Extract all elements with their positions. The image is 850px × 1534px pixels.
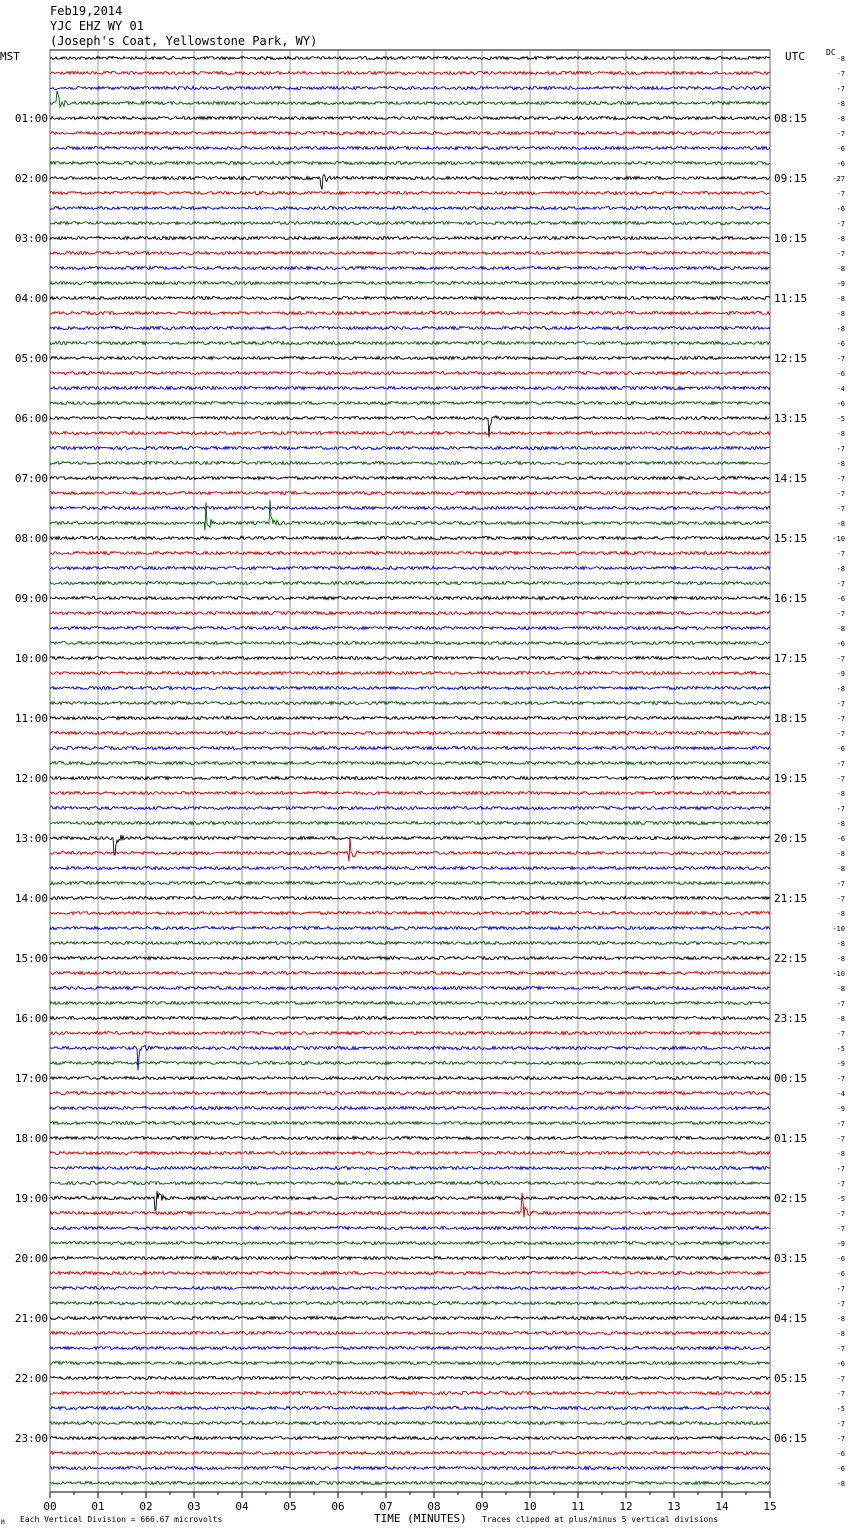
dc-offset-label: -7 xyxy=(836,1000,845,1008)
dc-offset-label: -6 xyxy=(836,1270,845,1278)
dc-offset-label: -7 xyxy=(836,1300,845,1308)
seismic-trace xyxy=(50,551,770,554)
seismic-trace xyxy=(50,1091,770,1094)
seismic-trace xyxy=(50,1076,770,1079)
x-tick-label: 08 xyxy=(427,1500,441,1513)
right-hour-label: 16:15 xyxy=(774,592,808,605)
header-location: (Joseph's Coat, Yellowstone Park, WY) xyxy=(50,34,318,48)
x-tick-label: 04 xyxy=(235,1500,249,1513)
left-hour-label: 03:00 xyxy=(14,232,48,245)
dc-offset-label: -9 xyxy=(836,1240,845,1248)
right-hour-label: 05:15 xyxy=(774,1372,808,1385)
left-hour-label: 12:00 xyxy=(14,772,48,785)
dc-offset-label: -8 xyxy=(836,460,845,468)
right-hour-label: 23:15 xyxy=(774,1012,808,1025)
dc-offset-label: -7 xyxy=(836,505,845,513)
left-hour-label: 15:00 xyxy=(14,952,48,965)
dc-offset-label: -7 xyxy=(836,220,845,228)
dc-offset-label: -6 xyxy=(836,835,845,843)
dc-offset-label: -6 xyxy=(836,1255,845,1263)
corner-mark: M xyxy=(1,1519,5,1526)
right-hour-label: 13:15 xyxy=(774,412,808,425)
dc-offset-label: -7 xyxy=(836,250,845,258)
dc-offset-label: -8 xyxy=(836,115,845,123)
seismic-trace xyxy=(50,1406,770,1409)
dc-offset-label: -7 xyxy=(836,700,845,708)
dc-offset-label: -9 xyxy=(836,1105,845,1113)
dc-offset-label: -7 xyxy=(836,1030,845,1038)
seismic-trace xyxy=(50,476,770,479)
seismic-trace xyxy=(50,596,770,599)
seismic-trace xyxy=(50,911,770,914)
dc-offset-label: -8 xyxy=(836,1480,845,1488)
seismic-trace xyxy=(50,1121,770,1124)
left-hour-label: 05:00 xyxy=(14,352,48,365)
seismic-trace xyxy=(50,500,770,530)
seismic-trace xyxy=(50,175,770,190)
dc-offset-label: -7 xyxy=(836,775,845,783)
dc-offset-label: -5 xyxy=(836,415,845,423)
dc-offset-label: -6 xyxy=(836,400,845,408)
seismic-trace xyxy=(50,1421,770,1424)
seismic-trace xyxy=(50,1106,770,1109)
dc-offset-label: -5 xyxy=(836,1405,845,1413)
seismic-trace xyxy=(50,836,770,861)
dc-offset-label: -8 xyxy=(836,865,845,873)
seismic-trace xyxy=(50,611,770,614)
seismic-trace xyxy=(50,221,770,224)
dc-offset-label: -7 xyxy=(836,805,845,813)
dc-offset-label: -5 xyxy=(836,1195,845,1203)
right-hour-label: 02:15 xyxy=(774,1192,808,1205)
dc-offset-label: -7 xyxy=(836,655,845,663)
right-hour-label: 10:15 xyxy=(774,232,808,245)
seismic-trace xyxy=(50,866,770,869)
x-tick-label: 10 xyxy=(523,1500,537,1513)
right-hour-label: 01:15 xyxy=(774,1132,808,1145)
seismic-trace xyxy=(50,506,770,509)
seismic-trace xyxy=(50,161,770,164)
seismic-trace xyxy=(50,1166,770,1169)
dc-offset-label: -8 xyxy=(836,985,845,993)
left-hour-label: 16:00 xyxy=(14,1012,48,1025)
dc-offset-label: -9 xyxy=(836,1060,845,1068)
dc-offset-label: -7 xyxy=(836,580,845,588)
seismic-trace xyxy=(50,356,770,359)
dc-offset-label: -8 xyxy=(836,325,845,333)
seismic-trace xyxy=(50,956,770,959)
x-tick-label: 07 xyxy=(379,1500,393,1513)
seismic-trace xyxy=(50,1391,770,1394)
left-hour-label: 19:00 xyxy=(14,1192,48,1205)
left-hour-label: 14:00 xyxy=(14,892,48,905)
seismic-trace xyxy=(50,896,770,899)
dc-offset-label: -8 xyxy=(836,100,845,108)
right-hour-label: 14:15 xyxy=(774,472,808,485)
seismic-trace xyxy=(50,716,770,719)
x-tick-label: 06 xyxy=(331,1500,345,1513)
dc-offset-label: -27 xyxy=(832,175,845,183)
seismic-trace xyxy=(50,761,770,764)
seismic-trace xyxy=(50,731,770,734)
x-tick-label: 01 xyxy=(91,1500,105,1513)
seismic-trace xyxy=(50,1436,770,1439)
left-hour-label: 02:00 xyxy=(14,172,48,185)
seismic-trace xyxy=(50,146,770,149)
dc-offset-label: -7 xyxy=(836,1225,845,1233)
header-station: YJC EHZ WY 01 xyxy=(50,19,144,33)
x-tick-label: 12 xyxy=(619,1500,633,1513)
dc-offset-label: -8 xyxy=(836,1150,845,1158)
dc-offset-label: -6 xyxy=(836,340,845,348)
seismic-trace xyxy=(50,416,770,437)
seismic-trace xyxy=(50,581,770,584)
header-date: Feb19,2014 xyxy=(50,4,123,18)
seismic-trace xyxy=(50,86,770,89)
seismic-trace xyxy=(50,386,770,389)
left-hour-label: 01:00 xyxy=(14,112,48,125)
dc-offset-label: -7 xyxy=(836,190,845,198)
seismic-trace xyxy=(50,626,770,629)
dc-offset-label: -8 xyxy=(836,1315,845,1323)
dc-offset-label: -7 xyxy=(836,1375,845,1383)
dc-offset-label: -6 xyxy=(836,745,845,753)
dc-offset-label: -7 xyxy=(836,760,845,768)
seismic-trace xyxy=(50,1301,770,1304)
dc-offset-label: -8 xyxy=(836,790,845,798)
seismic-trace xyxy=(50,1466,770,1469)
x-tick-label: 14 xyxy=(715,1500,729,1513)
seismic-trace xyxy=(50,986,770,989)
seismic-trace xyxy=(50,701,770,704)
left-hour-label: 22:00 xyxy=(14,1372,48,1385)
seismic-trace xyxy=(50,926,770,929)
dc-offset-label: -10 xyxy=(832,535,845,543)
seismic-trace xyxy=(50,971,770,974)
left-timezone-label: MST xyxy=(0,50,20,63)
left-hour-label: 08:00 xyxy=(14,532,48,545)
dc-offset-label: -8 xyxy=(836,565,845,573)
right-hour-label: 15:15 xyxy=(774,532,808,545)
seismic-trace xyxy=(50,776,770,779)
dc-offset-label: -8 xyxy=(836,940,845,948)
seismic-trace xyxy=(50,1181,770,1184)
seismic-trace xyxy=(50,1136,770,1139)
right-hour-label: 21:15 xyxy=(774,892,808,905)
seismic-trace xyxy=(50,56,770,59)
seismic-trace xyxy=(50,536,770,539)
dc-offset-label: -4 xyxy=(836,385,845,393)
seismic-trace xyxy=(50,1226,770,1229)
dc-offset-label: -8 xyxy=(836,520,845,528)
seismic-trace xyxy=(50,116,770,119)
dc-offset-label: -9 xyxy=(836,670,845,678)
left-hour-label: 20:00 xyxy=(14,1252,48,1265)
dc-offset-label: -8 xyxy=(836,235,845,243)
dc-offset-label: -6 xyxy=(836,640,845,648)
seismic-trace xyxy=(50,566,770,569)
right-hour-label: 17:15 xyxy=(774,652,808,665)
dc-offset-label: -7 xyxy=(836,1210,845,1218)
x-tick-label: 00 xyxy=(43,1500,57,1513)
seismic-trace xyxy=(50,1016,770,1019)
dc-offset-label: -7 xyxy=(836,1435,845,1443)
dc-offset-label: -8 xyxy=(836,850,845,858)
seismic-trace xyxy=(50,401,770,404)
dc-offset-label: -7 xyxy=(836,1180,845,1188)
dc-offset-label: -7 xyxy=(836,610,845,618)
seismic-trace xyxy=(50,71,770,74)
seismic-trace xyxy=(50,461,770,464)
seismic-trace xyxy=(50,326,770,329)
right-hour-label: 04:15 xyxy=(774,1312,808,1325)
dc-offset-label: -8 xyxy=(836,1330,845,1338)
seismic-trace xyxy=(50,1031,770,1034)
seismic-trace xyxy=(50,1001,770,1004)
seismic-trace xyxy=(50,1331,770,1334)
dc-offset-label: -7 xyxy=(836,1420,845,1428)
seismic-trace xyxy=(50,251,770,254)
dc-offset-label: -6 xyxy=(836,370,845,378)
dc-offset-label: -7 xyxy=(836,895,845,903)
seismic-trace xyxy=(50,941,770,944)
x-tick-label: 15 xyxy=(763,1500,777,1513)
seismic-trace xyxy=(50,371,770,374)
left-hour-label: 13:00 xyxy=(14,832,48,845)
seismic-trace xyxy=(50,491,770,494)
dc-offset-label: -6 xyxy=(836,1360,845,1368)
left-hour-label: 10:00 xyxy=(14,652,48,665)
seismic-trace xyxy=(50,1481,770,1484)
right-hour-label: 11:15 xyxy=(774,292,808,305)
x-tick-label: 13 xyxy=(667,1500,681,1513)
dc-offset-label: -4 xyxy=(836,1090,845,1098)
seismic-trace xyxy=(50,131,770,134)
dc-offset-label: -7 xyxy=(836,1285,845,1293)
dc-offset-label: -5 xyxy=(836,1045,845,1053)
seismic-trace xyxy=(50,446,770,449)
dc-offset-label: -6 xyxy=(836,160,845,168)
right-hour-label: 22:15 xyxy=(774,952,808,965)
dc-offset-label: -7 xyxy=(836,130,845,138)
right-hour-label: 19:15 xyxy=(774,772,808,785)
dc-offset-label: -8 xyxy=(836,1015,845,1023)
seismic-trace xyxy=(50,1286,770,1289)
dc-offset-label: -7 xyxy=(836,1135,845,1143)
dc-offset-label: -6 xyxy=(836,205,845,213)
dc-offset-label: -8 xyxy=(836,310,845,318)
x-tick-label: 02 xyxy=(139,1500,153,1513)
dc-offset-label: -10 xyxy=(832,925,845,933)
dc-offset-label: -7 xyxy=(836,85,845,93)
dc-offset-label: -10 xyxy=(832,970,845,978)
seismic-trace xyxy=(50,686,770,689)
seismic-trace xyxy=(50,431,770,434)
seismic-trace xyxy=(50,656,770,659)
x-tick-label: 03 xyxy=(187,1500,201,1513)
dc-offset-label: -8 xyxy=(836,430,845,438)
dc-offset-label: -7 xyxy=(836,70,845,78)
seismic-trace xyxy=(50,671,770,674)
right-timezone-label: UTC xyxy=(785,50,805,63)
x-tick-label: 09 xyxy=(475,1500,489,1513)
dc-offset-label: -7 xyxy=(836,445,845,453)
dc-offset-label: -7 xyxy=(836,880,845,888)
seismic-trace xyxy=(50,1361,770,1364)
x-axis-title: TIME (MINUTES) xyxy=(374,1512,467,1525)
plot-frame xyxy=(50,50,770,1492)
clip-note: Traces clipped at plus/minus 5 vertical divisions xyxy=(482,1515,719,1524)
dc-offset-label: -8 xyxy=(836,955,845,963)
right-hour-label: 03:15 xyxy=(774,1252,808,1265)
dc-offset-label: -8 xyxy=(836,295,845,303)
dc-offset-label: -7 xyxy=(836,1345,845,1353)
left-hour-label: 21:00 xyxy=(14,1312,48,1325)
seismic-trace xyxy=(50,266,770,269)
dc-offset-label: -7 xyxy=(836,1165,845,1173)
seismic-trace xyxy=(50,1271,770,1274)
dc-offset-label: -7 xyxy=(836,550,845,558)
seismic-trace xyxy=(50,791,770,794)
right-hour-label: 00:15 xyxy=(774,1072,808,1085)
dc-offset-label: -8 xyxy=(836,820,845,828)
dc-offset-label: -7 xyxy=(836,490,845,498)
seismic-trace xyxy=(50,1046,770,1071)
seismic-trace xyxy=(50,1151,770,1154)
seismic-trace xyxy=(50,1346,770,1349)
dc-offset-label: -8 xyxy=(836,625,845,633)
seismic-trace xyxy=(50,821,770,824)
seismic-trace xyxy=(50,206,770,209)
seismic-trace xyxy=(50,91,770,107)
dc-offset-label: -6 xyxy=(836,145,845,153)
dc-offset-label: -7 xyxy=(836,1390,845,1398)
dc-offset-label: -8 xyxy=(836,910,845,918)
left-hour-label: 23:00 xyxy=(14,1432,48,1445)
left-hour-label: 17:00 xyxy=(14,1072,48,1085)
dc-offset-label: -6 xyxy=(836,595,845,603)
seismic-trace xyxy=(50,806,770,809)
right-hour-label: 09:15 xyxy=(774,172,808,185)
dc-offset-label: -7 xyxy=(836,715,845,723)
dc-offset-label: -7 xyxy=(836,1120,845,1128)
dc-offset-label: -8 xyxy=(836,265,845,273)
seismic-trace xyxy=(50,1061,770,1064)
dc-offset-label: -6 xyxy=(836,1465,845,1473)
seismic-trace xyxy=(50,341,770,344)
dc-offset-label: -7 xyxy=(836,730,845,738)
right-hour-label: 18:15 xyxy=(774,712,808,725)
dc-offset-label: -7 xyxy=(836,1075,845,1083)
left-hour-label: 18:00 xyxy=(14,1132,48,1145)
seismic-trace xyxy=(50,1191,770,1211)
seismic-trace xyxy=(50,1256,770,1259)
left-hour-label: 09:00 xyxy=(14,592,48,605)
seismic-trace xyxy=(50,311,770,314)
seismic-trace xyxy=(50,1451,770,1454)
left-hour-label: 04:00 xyxy=(14,292,48,305)
right-hour-label: 08:15 xyxy=(774,112,808,125)
seismic-trace xyxy=(50,1316,770,1319)
seismic-trace xyxy=(50,296,770,299)
dc-offset-label: -8 xyxy=(836,685,845,693)
dc-label: DC xyxy=(826,48,836,57)
seismic-trace xyxy=(50,1376,770,1379)
left-hour-label: 11:00 xyxy=(14,712,48,725)
seismic-trace xyxy=(50,236,770,239)
x-tick-label: 11 xyxy=(571,1500,585,1513)
dc-offset-label: -7 xyxy=(836,355,845,363)
seismic-trace xyxy=(50,746,770,749)
right-hour-label: 12:15 xyxy=(774,352,808,365)
seismic-trace xyxy=(50,1241,770,1244)
left-hour-label: 07:00 xyxy=(14,472,48,485)
x-tick-label: 05 xyxy=(283,1500,297,1513)
seismic-trace xyxy=(50,281,770,284)
right-hour-label: 06:15 xyxy=(774,1432,808,1445)
dc-offset-label: -8 xyxy=(836,55,845,63)
dc-offset-label: -6 xyxy=(836,1450,845,1458)
seismic-trace xyxy=(50,191,770,194)
seismic-trace xyxy=(50,641,770,644)
right-hour-label: 20:15 xyxy=(774,832,808,845)
dc-offset-label: -9 xyxy=(836,280,845,288)
scale-note: Each Vertical Division = 666.67 microvolts xyxy=(20,1515,223,1524)
seismic-trace xyxy=(50,881,770,884)
dc-offset-label: -7 xyxy=(836,475,845,483)
left-hour-label: 06:00 xyxy=(14,412,48,425)
